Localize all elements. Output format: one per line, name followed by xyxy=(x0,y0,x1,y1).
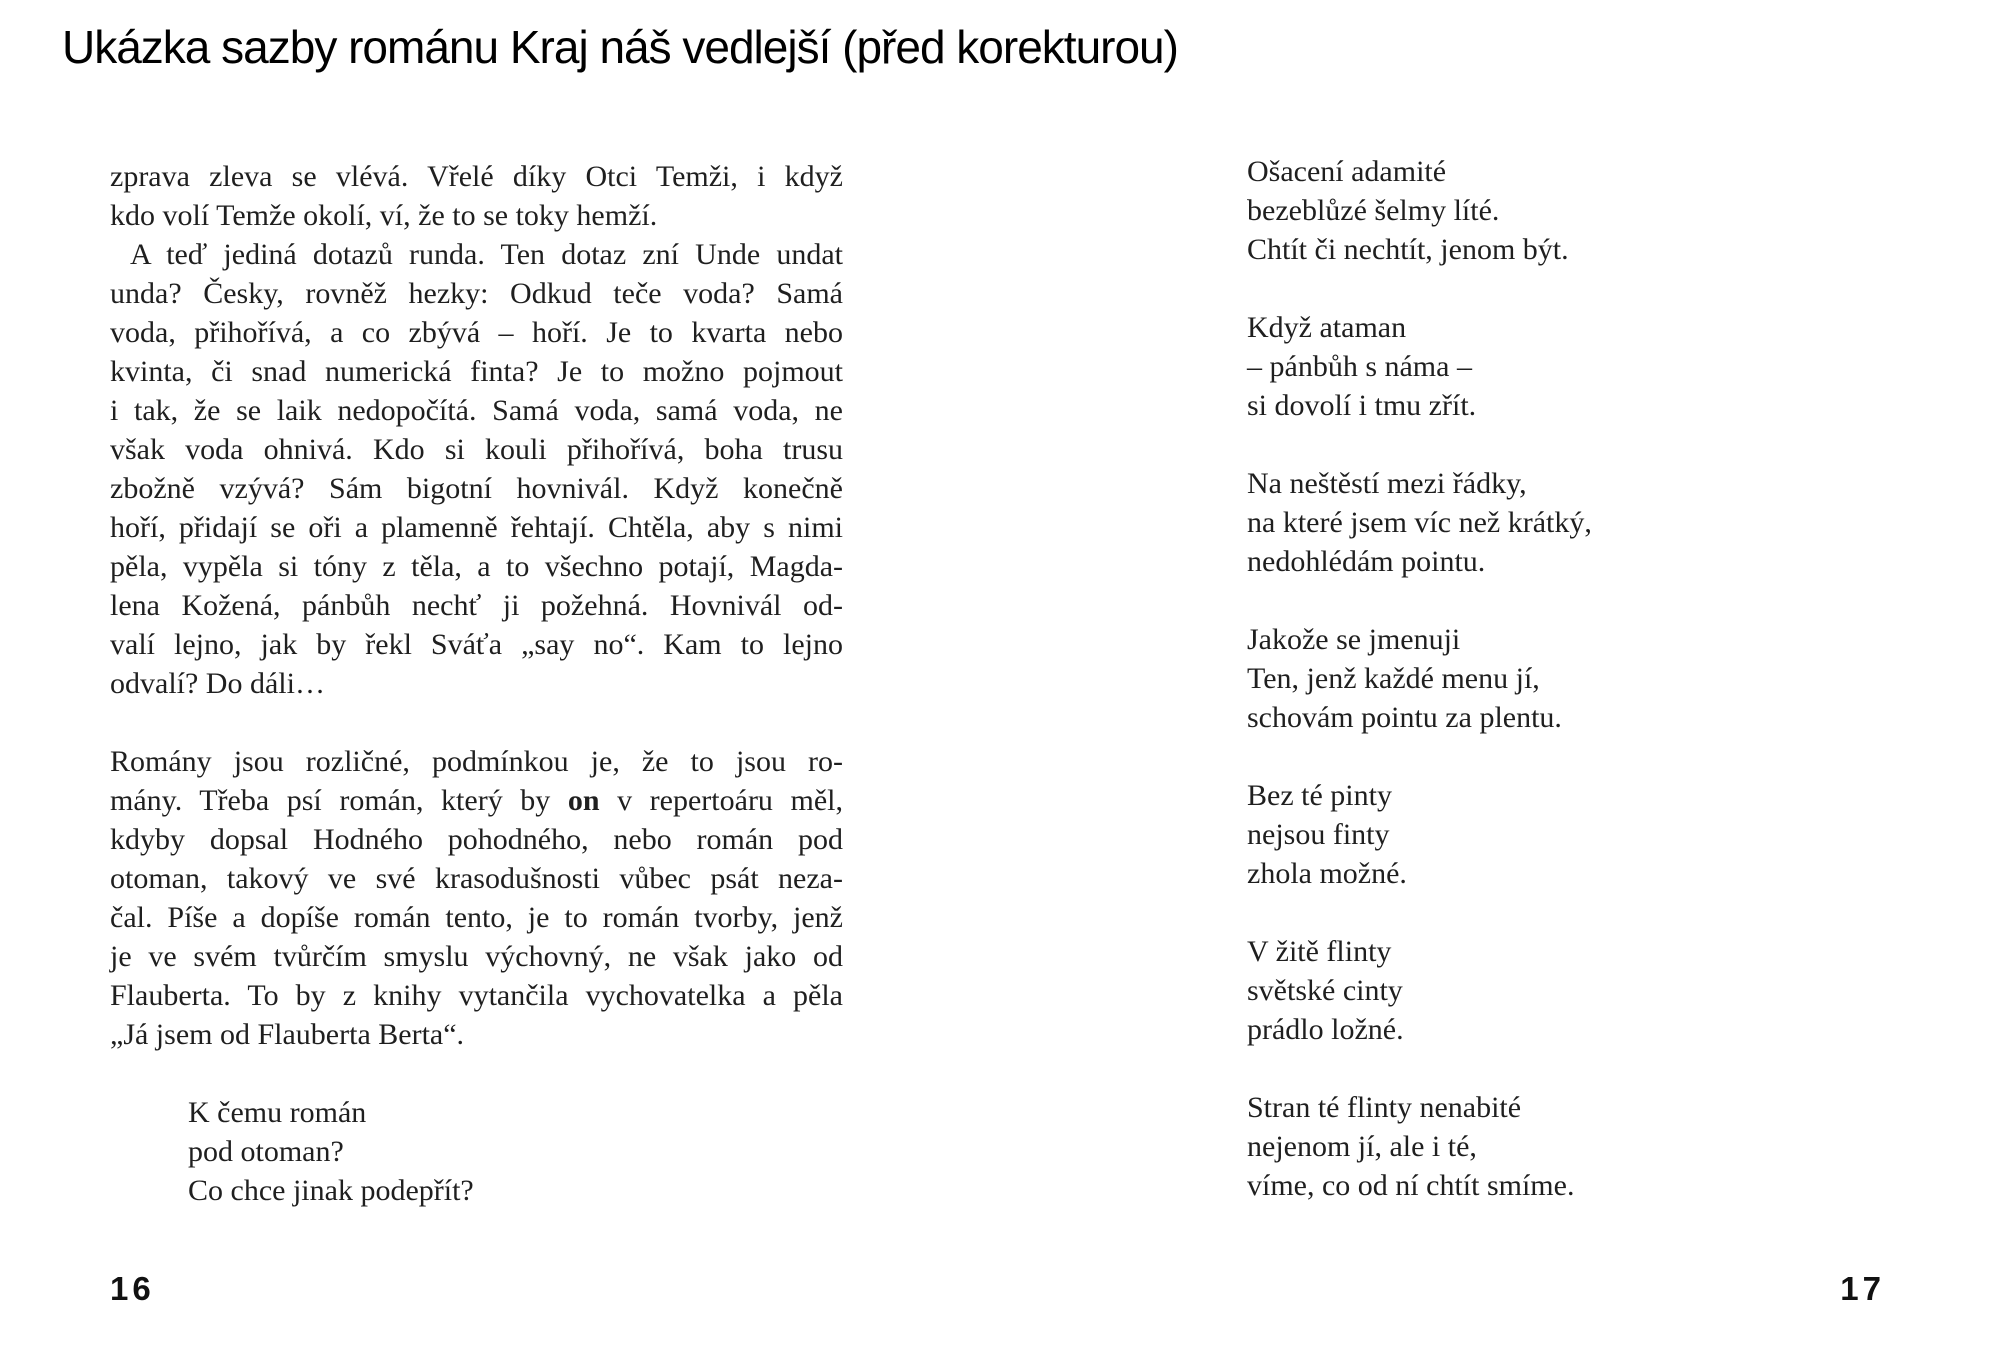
text-line: zbožně vzývá? Sám bigotní hovnivál. Když konečně xyxy=(110,472,843,505)
text-line: „Já jsem od Flauberta Berta“. xyxy=(110,1018,465,1051)
indented-verse xyxy=(110,1093,843,1210)
text-line: si dovolí i tmu zřít. xyxy=(1247,389,1477,422)
text-line: Co chce jinak podepřít? xyxy=(188,1174,474,1207)
stanza xyxy=(1247,620,1907,737)
paragraph xyxy=(110,742,843,1054)
text-line: – pánbůh s náma – xyxy=(1247,350,1472,383)
text-line: K čemu román xyxy=(188,1096,367,1129)
text-line: schovám pointu za plentu. xyxy=(1247,701,1562,734)
stanza xyxy=(1247,308,1907,425)
right-page-number: 17 xyxy=(1840,1270,1885,1307)
text-line: Flauberta. To by z knihy vytančila vychovatelka a pěla xyxy=(110,979,843,1012)
text-line: prádlo ložné. xyxy=(1247,1013,1404,1046)
text-line: Bez té pinty xyxy=(1247,779,1392,812)
text-line: otoman, takový ve své krasodušnosti vůbec psát neza- xyxy=(110,862,843,895)
bold-word: on xyxy=(567,784,600,817)
text-line: V žitě flinty xyxy=(1247,935,1392,968)
stanza xyxy=(1247,152,1907,269)
text-line: Ošacení adamité xyxy=(1247,155,1447,188)
text-line: Chtít či nechtít, jenom být. xyxy=(1247,233,1569,266)
text-line: nejsou finty xyxy=(1247,818,1390,851)
text-line: na které jsem víc než krátký, xyxy=(1247,506,1592,539)
text-line: nedohlédám pointu. xyxy=(1247,545,1486,578)
text-line: pod otoman? xyxy=(188,1135,344,1168)
paragraph xyxy=(110,157,843,235)
text-line: zhola možné. xyxy=(1247,857,1407,890)
text-line: odvalí? Do dáli… xyxy=(110,667,325,700)
text-line: však voda ohnivá. Kdo si kouli přihořívá, boha trusu xyxy=(110,433,843,466)
text-line xyxy=(110,781,843,820)
text-line: hoří, přidají se oři a plamenně řehtají. Chtěla, aby s nimi xyxy=(110,511,843,544)
stanza xyxy=(1247,464,1907,581)
text-line: je ve svém tvůrčím smyslu výchovný, ne však jako od xyxy=(110,940,843,973)
text-line: kdo volí Temže okolí, ví, že to se toky hemží. xyxy=(110,199,658,232)
text-line: zprava zleva se vlévá. Vřelé díky Otci Temži, i když xyxy=(110,160,843,193)
text-line: unda? Česky, rovněž hezky: Odkud teče voda? Samá xyxy=(110,277,843,310)
page-title: Ukázka sazby románu Kraj náš vedlejší (před korekturou) xyxy=(62,21,1178,73)
text-line: čal. Píše a dopíše román tento, je to román tvorby, jenž xyxy=(110,901,843,934)
text-line: voda, přihořívá, a co zbývá – hoří. Je to kvarta nebo xyxy=(110,316,843,349)
stanza xyxy=(1247,1088,1907,1205)
text-line: Romány jsou rozličné, podmínkou je, že to jsou ro- xyxy=(110,745,843,778)
stanza xyxy=(1247,932,1907,1049)
text-line: víme, co od ní chtít smíme. xyxy=(1247,1169,1575,1202)
text-segment: v repertoáru měl, xyxy=(599,784,843,817)
text-line: nejenom jí, ale i té, xyxy=(1247,1130,1477,1163)
text-line: A teď jediná dotazů runda. Ten dotaz zní Unde undat xyxy=(130,238,843,271)
text-line: lena Kožená, pánbůh nechť ji požehná. Hovnivál od- xyxy=(110,589,843,622)
text-line: Na neštěstí mezi řádky, xyxy=(1247,467,1527,500)
text-line: i tak, že se laik nedopočítá. Samá voda, samá voda, ne xyxy=(110,394,843,427)
text-line: světské cinty xyxy=(1247,974,1403,1007)
text-line: Když ataman xyxy=(1247,311,1407,344)
text-line: Ten, jenž každé menu jí, xyxy=(1247,662,1540,695)
text-line: Stran té flinty nenabité xyxy=(1247,1091,1522,1124)
text-line: Jakože se jmenuji xyxy=(1247,623,1461,656)
left-page-text xyxy=(110,157,843,1210)
text-segment: mány. Třeba psí román, který by xyxy=(110,784,568,817)
left-page-number: 16 xyxy=(110,1270,155,1307)
right-page-text xyxy=(1247,152,1907,1205)
text-line: kdyby dopsal Hodného pohodného, nebo román pod xyxy=(110,823,843,856)
text-line: bezeblůzé šelmy líté. xyxy=(1247,194,1500,227)
stanza xyxy=(1247,776,1907,893)
text-line: valí lejno, jak by řekl Sváťa „say no“. Kam to lejno xyxy=(110,628,843,661)
text-line: kvinta, či snad numerická finta? Je to možno pojmout xyxy=(110,355,843,388)
paragraph xyxy=(110,235,843,703)
text-line: pěla, vypěla si tóny z těla, a to všechno potají, Magda- xyxy=(110,550,843,583)
